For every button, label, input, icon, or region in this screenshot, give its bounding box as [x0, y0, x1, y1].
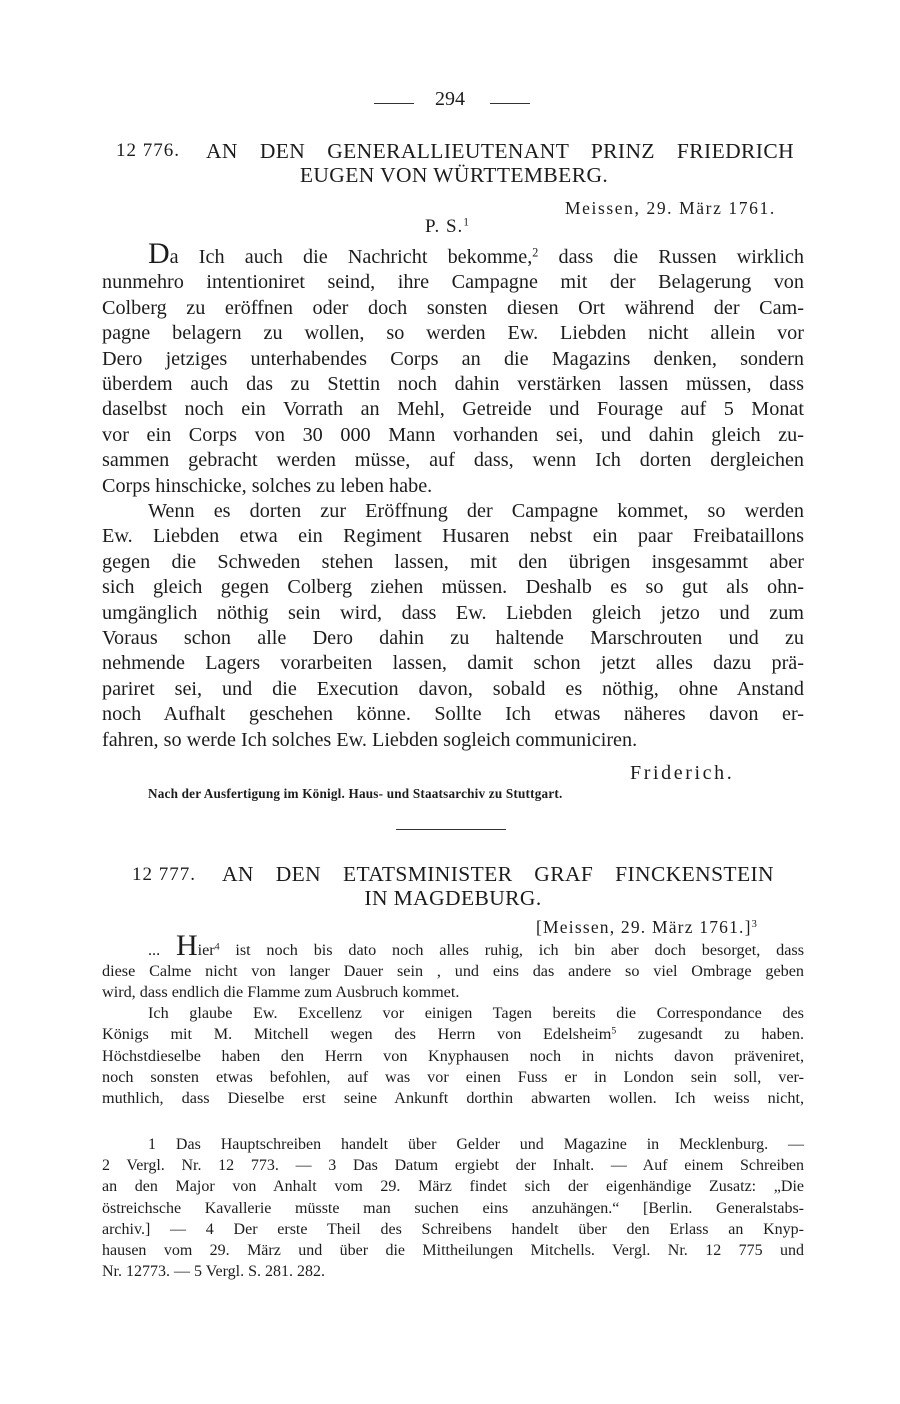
line-text: noch Aufhalt geschehen könne. Sollte Ich etwas näheres davon er- [102, 703, 804, 726]
line-text: a Ich auch die Nachricht bekomme, [169, 246, 533, 268]
letter-1-heading-line-1: AN DEN GENERALLIEUTENANT PRINZ FRIEDRICH [206, 139, 794, 163]
letter-2-heading-line-1: AN DEN ETATSMINISTER GRAF FINCKENSTEIN [222, 862, 774, 886]
line-text: Dero jetziges unterhabendes Corps an die Magazins denken, sondern [102, 347, 804, 370]
letter-1-body-line [102, 271, 804, 294]
footnote-line [102, 1242, 804, 1260]
letter-2-body-line [148, 929, 804, 962]
letter-1-body-line [102, 602, 804, 625]
footnote-line [148, 1136, 804, 1154]
line-text: Colberg zu eröffnen oder doch sonsten diesen Ort während der Cam- [102, 296, 804, 319]
line-text-rest: ist noch bis dato noch alles ruhig, ich bin aber doch besorget, dass [219, 941, 804, 959]
footnote-line [102, 1157, 804, 1175]
letter-1-body-line [102, 373, 804, 396]
line-text-rest: dass die Russen wirklich [538, 246, 805, 268]
footnote-ref: 2 [532, 245, 539, 260]
line-text: sich gleich gegen Colberg ziehen müssen. Deshalb es so gut als ohn- [102, 576, 804, 599]
letter-2-body-line [102, 1068, 804, 1087]
line-text: hausen vom 29. März und über die Mittheilungen Mitchells. Vergl. Nr. 12 775 und [102, 1242, 804, 1259]
line-text: Höchstdieselbe haben den Herrn von Knyphausen noch in nichts davon präveniret, [102, 1046, 804, 1065]
line-text: Ew. Liebden etwa ein Regiment Husaren nebst ein paar Freibataillons [102, 525, 804, 548]
letter-1-number: 12 776. [116, 140, 180, 161]
line-text: fahren, so werde Ich solches Ew. Liebden sogleich communiciren. [102, 728, 638, 751]
letter-1-source-note: Nach der Ausfertigung im Königl. Haus- und Staatsarchiv zu Stuttgart. [148, 786, 563, 801]
footnote-ref-1: 1 [463, 216, 470, 229]
footnote-line [102, 1178, 804, 1196]
line-text: umgänglich nöthig sein wird, dass Ew. Liebden gleich jetzo und zum [102, 601, 804, 624]
letter-1-body-line [102, 322, 804, 345]
letter-1-body-line [102, 551, 804, 574]
letter-1-body-line [148, 500, 804, 523]
letter-1-body-line [102, 475, 804, 498]
letter-2-number: 12 777. [132, 864, 196, 885]
page-number-rule-left [374, 103, 414, 104]
line-text: überdem auch das zu Stettin noch dahin verstärken lassen müssen, dass [102, 373, 804, 395]
line-text: an den Major von Anhalt vom 29. März findet sich der eigenhändige Zusatz: „Die [102, 1178, 804, 1196]
line-text: Königs mit M. Mitchell wegen des Herrn von Edelsheim [102, 1025, 612, 1044]
line-text: diese Calme nicht von langer Dauer sein , und eins das andere so viel Ombrage geben [102, 962, 804, 981]
letter-1-body-line [102, 729, 804, 752]
letter-2-body-line [102, 962, 804, 981]
letter-1-body-line [102, 703, 804, 726]
letter-2-body-line [102, 1025, 804, 1044]
footnote-line [102, 1221, 804, 1239]
letter-1-body-line [102, 627, 804, 650]
page-number-rule-right [490, 103, 530, 104]
footnote-line [102, 1200, 804, 1218]
line-text: Nr. 12773. — 5 Vergl. S. 281. 282. [102, 1263, 325, 1281]
letter-1-body-line [102, 449, 804, 472]
line-text: pariret sei, und die Execution davon, sobald es nöthig, ohne Anstand [102, 677, 804, 700]
letters-separator-rule [396, 829, 506, 830]
letter-2-dateline-text: [Meissen, 29. März 1761.] [536, 917, 752, 937]
line-text: Corps hinschicke, solches zu leben habe. [102, 474, 433, 497]
initial-letter: D [148, 237, 170, 270]
line-text: gegen die Schweden stehen lassen, mit den übrigen insgesammt aber [102, 550, 804, 573]
page-number: 294 [435, 88, 465, 110]
line-text: nunmehro intentioniret seind, ihre Campagne mit der Belagerung von [102, 271, 804, 294]
line-text: Voraus schon alle Dero dahin zu haltende Marschrouten und zu [102, 627, 804, 649]
line-text: Ich glaube Ew. Excellenz vor einigen Tagen bereits die Correspondance des [148, 1004, 804, 1023]
letter-1-signature: Friderich. [630, 762, 735, 784]
line-text: daselbst noch ein Vorrath an Mehl, Getreide und Fourage auf 5 Monat [102, 398, 804, 421]
ps-label-text: P. S. [425, 216, 464, 237]
letter-1-body-line [102, 525, 804, 548]
line-text-rest: zugesandt zu haben. [616, 1025, 805, 1044]
footnote-ref-3: 3 [751, 919, 759, 931]
initial-letter: H [175, 929, 198, 962]
footnote-line [102, 1263, 804, 1281]
letter-2-dateline [536, 917, 758, 938]
letter-1-heading-line-2: EUGEN VON WÜRTTEMBERG. [299, 163, 609, 187]
letter-1-body-line [102, 576, 804, 599]
letter-2-body-line [102, 1047, 804, 1066]
line-text: noch sonsten etwas befohlen, auf was vor einen Fuss er in London sein soll, ver- [102, 1067, 804, 1086]
letter-1-dateline: Meissen, 29. März 1761. [565, 198, 776, 218]
line-text: nehmende Lagers vorarbeiten lassen, damit schon jetzt alles dazu prä- [102, 652, 804, 675]
footnote-ref: 5 [611, 1026, 617, 1038]
letter-1-body-line [102, 297, 804, 320]
letter-1-body-line [102, 398, 804, 421]
letter-1-ps-label [425, 216, 470, 238]
line-text: wird, dass endlich die Flamme zum Ausbruch kommet. [102, 983, 460, 1002]
line-text: östreichsche Kavallerie müsste man suchen eins anzuhängen.“ [Berlin. Generalstabs- [102, 1199, 804, 1217]
letter-1-body-line [148, 237, 805, 270]
letter-2-heading-line-2: IN MAGDEBURG. [364, 886, 542, 910]
line-text: Wenn es dorten zur Eröffnung der Campagne kommet, so werden [148, 500, 804, 522]
line-text: vor ein Corps von 30 000 Mann vorhanden sei, und dahin gleich zu- [102, 423, 804, 446]
letter-1-body-line [102, 424, 804, 447]
line-text: muthlich, dass Dieselbe erst seine Ankunft dorthin abwarten wollen. Ich weiss nicht, [102, 1088, 804, 1107]
letter-1-body-line [102, 348, 804, 371]
letter-2-body-line [102, 983, 804, 1002]
line-text: archiv.] — 4 Der erste Theil des Schreibens handelt über den Erlass an Knyp- [102, 1220, 804, 1238]
letter-1-body-line [102, 652, 804, 675]
line-text: 1 Das Hauptschreiben handelt über Gelder und Magazine in Mecklenburg. — [148, 1136, 804, 1153]
letter-1-body-line [102, 678, 804, 701]
letter-2-body-line [148, 1004, 804, 1023]
line-text: ier [197, 941, 215, 959]
lead-ellipsis: ... [148, 941, 176, 959]
letter-2-body-line [102, 1089, 804, 1108]
line-text: sammen gebracht werden müsse, auf dass, wenn Ich dorten dergleichen [102, 449, 804, 472]
footnote-ref: 4 [214, 941, 220, 953]
line-text: 2 Vergl. Nr. 12 773. — 3 Das Datum ergiebt der Inhalt. — Auf einem Schreiben [102, 1157, 804, 1175]
line-text: pagne belagern zu wollen, so werden Ew. Liebden nicht allein vor [102, 322, 804, 345]
